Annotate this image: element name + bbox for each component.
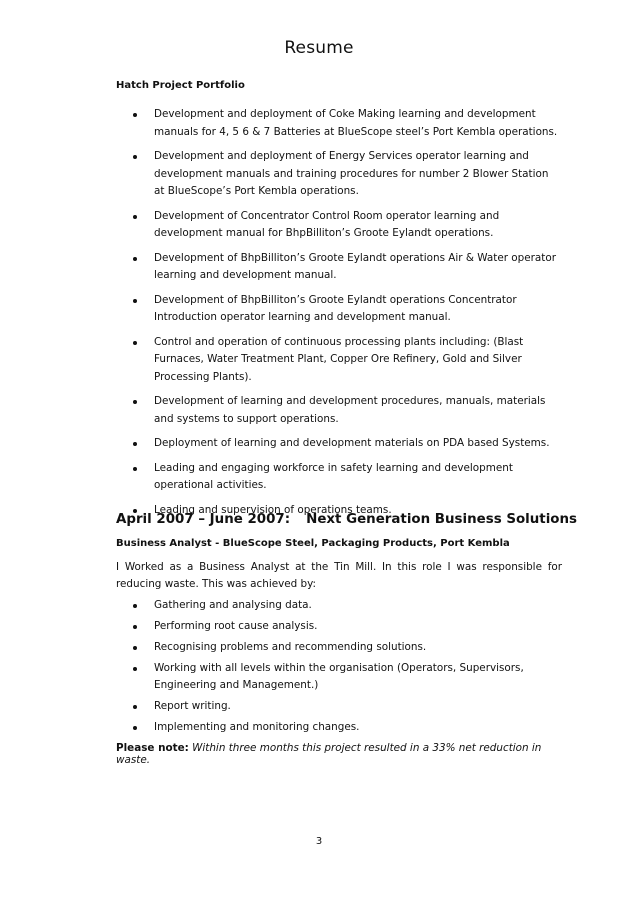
list-item-text: Development of BhpBilliton’s Groote Eylandt operations Air & Water operator learning and development manual.: [154, 251, 556, 281]
job-company: Next Generation Business Solutions: [306, 512, 577, 527]
list-item: [116, 719, 562, 736]
bullet-icon: [133, 257, 137, 261]
bullet-icon: [133, 646, 137, 650]
document-title: Resume: [284, 38, 354, 58]
list-item-text: Recognising problems and recommending solutions.: [154, 641, 427, 653]
list-item-text: Development of Concentrator Control Room operator learning and development manual for BhpBilliton’s Groote Eylandt operations.: [154, 209, 500, 239]
job-duties-list: [116, 597, 562, 740]
list-item-text: Development and deployment of Coke Making learning and development manuals for 4, 5 6 & 7 Batteries at BlueScope steel’s Port Kembla operations.: [154, 108, 558, 138]
list-item-text: Performing root cause analysis.: [154, 620, 318, 632]
bullet-icon: [133, 726, 137, 730]
bullet-icon: [133, 215, 137, 219]
bullet-icon: [133, 400, 137, 404]
list-item: [116, 393, 562, 428]
list-item: [116, 618, 562, 635]
list-item: [116, 148, 562, 201]
bullet-icon: [133, 604, 137, 608]
list-item-text: Development of BhpBilliton’s Groote Eylandt operations Concentrator Introduction operator learning and development manual.: [154, 293, 517, 323]
bullet-icon: [133, 113, 137, 117]
list-item: [116, 698, 562, 715]
page-number: 3: [315, 836, 323, 847]
job-period: April 2007 – June 2007:: [116, 512, 291, 527]
hatch-project-list: [116, 106, 562, 526]
list-item-text: Implementing and monitoring changes.: [154, 721, 360, 733]
bullet-icon: [133, 467, 137, 471]
bullet-icon: [133, 299, 137, 303]
job-intro: I Worked as a Business Analyst at the Tin Mill. In this role I was responsible for reducing waste. This was achieved by:: [116, 561, 562, 590]
list-item: [116, 597, 562, 614]
list-item: [116, 435, 562, 453]
list-item-text: Deployment of learning and development materials on PDA based Systems.: [154, 437, 550, 449]
bullet-icon: [133, 667, 137, 671]
list-item-text: Development of learning and development procedures, manuals, materials and systems to support operations.: [154, 395, 546, 425]
list-item: [116, 292, 562, 327]
list-item: [116, 334, 562, 387]
note-text: Within three months this project resulted in a 33% net reduction in waste.: [116, 742, 542, 766]
list-item-text: Working with all levels within the organisation (Operators, Supervisors, Engineering and Management.): [154, 662, 524, 691]
list-item-text: Control and operation of continuous processing plants including: (Blast Furnaces, Water Treatment Plant, Copper Ore Refinery, Gold and Silver Processing Plants).: [154, 335, 524, 383]
bullet-icon: [133, 155, 137, 159]
list-item-text: Leading and supervision of operations teams.: [154, 503, 392, 516]
list-item: [116, 208, 562, 243]
list-item: [116, 660, 562, 694]
list-item-text: Leading and engaging workforce in safety learning and development operational activities.: [154, 461, 513, 491]
list-item-text: Gathering and analysing data.: [154, 599, 312, 611]
list-item: [116, 106, 562, 141]
bullet-icon: [133, 341, 137, 345]
result-note: [116, 742, 576, 766]
list-item: [116, 250, 562, 285]
section-heading-hatch: Hatch Project Portfolio: [116, 80, 245, 91]
bullet-icon: [133, 705, 137, 709]
job-subtitle: Business Analyst - BlueScope Steel, Packaging Products, Port Kembla: [116, 538, 510, 549]
note-label: Please note:: [116, 742, 189, 754]
bullet-icon: [133, 625, 137, 629]
job-heading: [116, 512, 577, 527]
list-item-text: Report writing.: [154, 700, 231, 712]
bullet-icon: [133, 442, 137, 446]
list-item: [116, 639, 562, 656]
list-item: [116, 460, 562, 495]
list-item-text: Development and deployment of Energy Services operator learning and development manuals and training procedures for number 2 Blower Station at BlueScope’s Port Kembla operations.: [154, 150, 549, 197]
